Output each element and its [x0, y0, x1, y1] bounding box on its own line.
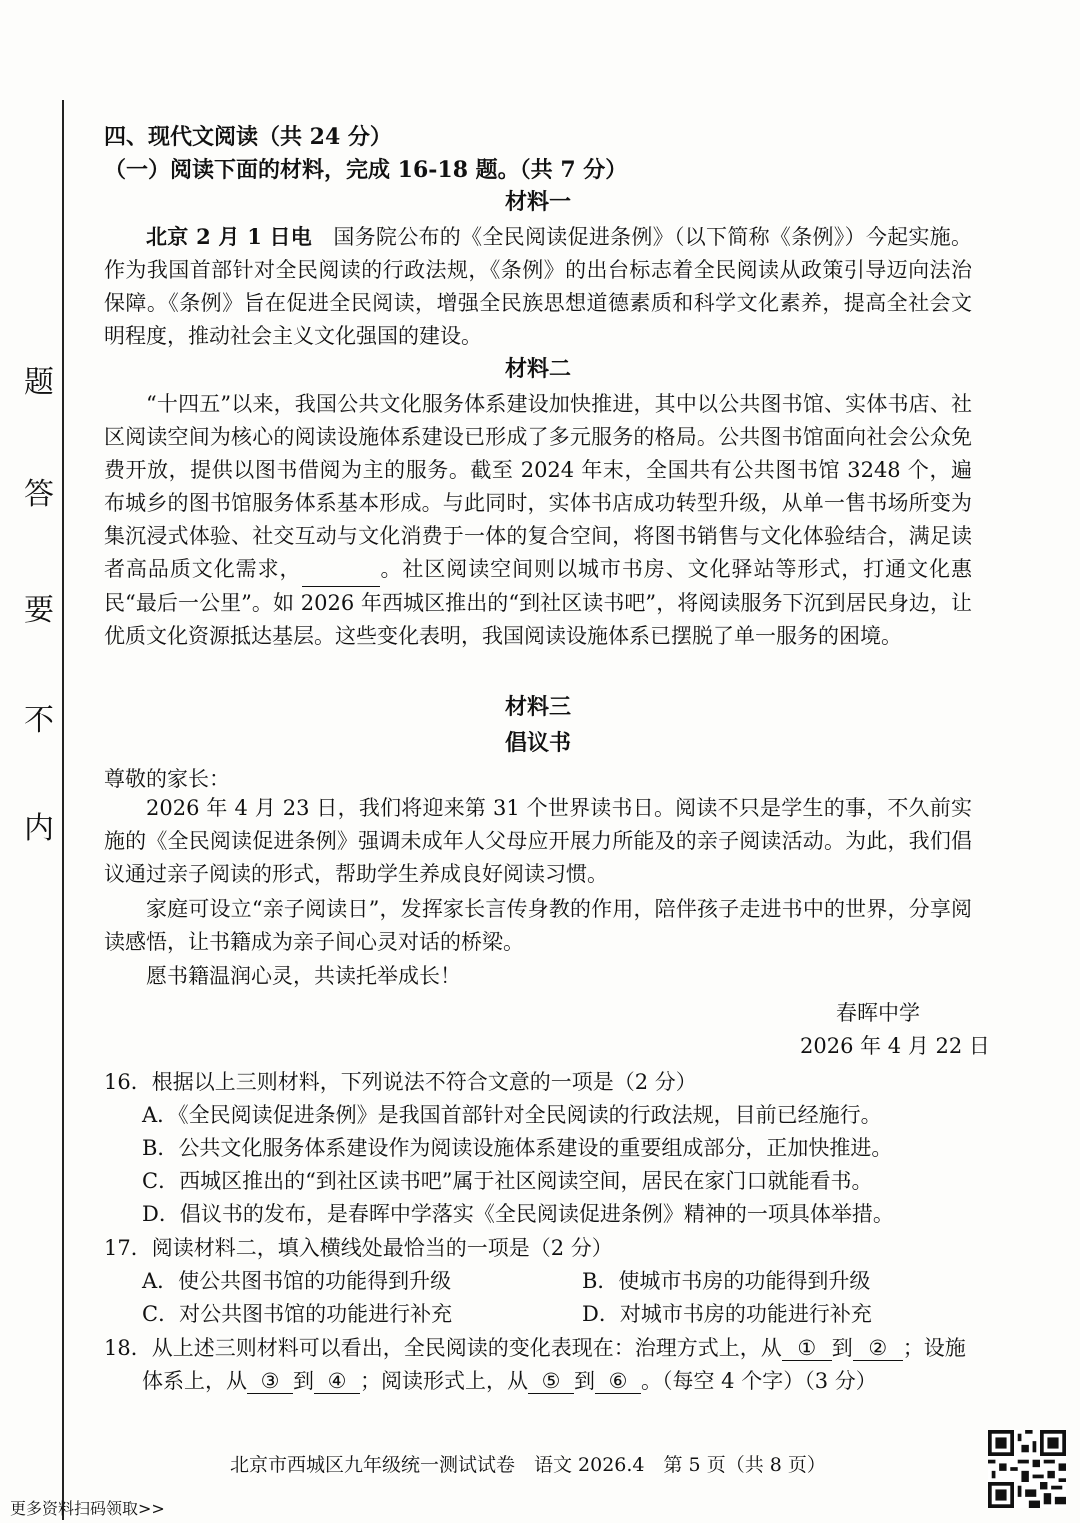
- q18-to-2: 到: [293, 1369, 314, 1393]
- q16-option-b: B．公共文化服务体系建设作为阅读设施体系建设的重要组成部分，正加快推进。: [142, 1136, 893, 1160]
- margin-char-4: 不: [24, 703, 54, 738]
- q18-text-5: 。（每空 4 个字）（3 分）: [641, 1369, 877, 1393]
- material1-paragraph: [104, 220, 972, 353]
- q18-line-2: [104, 1365, 877, 1395]
- salutation: 尊敬的家长：: [104, 767, 230, 791]
- margin-char-2: 答: [24, 477, 54, 512]
- section-title: 四、现代文阅读（共 24 分）: [104, 124, 392, 150]
- material2-paragraph: [104, 388, 972, 653]
- q16-stem: 16．根据以上三则材料，下列说法不符合文意的一项是（2 分）: [104, 1070, 697, 1094]
- fill-blank-line: [302, 553, 380, 587]
- material2-text-b: 。社区阅读空间则以城市书房、文化驿站等形式，打通文化惠民“最后一公里”。如 2026 年西城区推出的“到社区读书吧”，将阅读服务下沉到居民身边，让优质文化资源抵达基层。这些变化表明，我国阅读设施体系已摆脱了单一服务的困境。: [104, 557, 972, 648]
- q18-line-1: [104, 1332, 966, 1362]
- q18-blank-1: ①: [782, 1336, 832, 1361]
- signer: 春晖中学: [836, 1001, 920, 1025]
- bottom-note[interactable]: 更多资料扫码领取>>: [10, 1499, 165, 1518]
- proposal-date: 2026 年 4 月 22 日: [800, 1034, 990, 1058]
- q17-option-c: C．对公共图书馆的功能进行补充: [142, 1302, 453, 1326]
- q18-blank-2: ②: [853, 1336, 903, 1361]
- q17-stem: 17．阅读材料二，填入横线处最恰当的一项是（2 分）: [104, 1236, 613, 1260]
- q18-text-2: ；设施: [902, 1336, 966, 1360]
- margin-char-3: 要: [24, 593, 54, 628]
- q16-option-a: A．《全民阅读促进条例》是我国首部针对全民阅读的行政法规，目前已经施行。: [142, 1103, 882, 1127]
- qr-code-icon[interactable]: [988, 1430, 1066, 1508]
- proposal-paragraph-1: 2026 年 4 月 23 日，我们将迎来第 31 个世界读书日。阅读不只是学生的事，不久前实施的《全民阅读促进条例》强调未成年人父母应开展力所能及的亲子阅读活动。为此，我们倡议通过亲子阅读的形式，帮助学生养成良好阅读习惯。: [104, 796, 972, 886]
- q18-text-1: 18．从上述三则材料可以看出，全民阅读的变化表现在：治理方式上，从: [104, 1336, 782, 1360]
- q18-to-1: 到: [831, 1336, 853, 1360]
- q18-blank-5: ⑤: [528, 1369, 574, 1394]
- proposal-paragraph-3: 愿书籍温润心灵，共读托举成长！: [146, 964, 461, 988]
- q18-to-3: 到: [574, 1369, 595, 1393]
- q17-option-d: D．对城市书房的功能进行补充: [582, 1302, 872, 1326]
- q18-blank-6: ⑥: [595, 1369, 641, 1394]
- page-footer: 北京市西城区九年级统一测试试卷 语文 2026.4 第 5 页（共 8 页）: [230, 1454, 826, 1476]
- q16-option-c: C．西城区推出的“到社区读书吧”属于社区阅读空间，居民在家门口就能看书。: [142, 1169, 873, 1193]
- material1-text: 国务院公布的《全民阅读促进条例》（以下简称《条例》）今起实施。作为我国首部针对全民阅读的行政法规，《条例》的出台标志着全民阅读从政策引导迈向法治保障。《条例》旨在促进全民阅读，增强全民族思想道德素质和科学文化素养，提高全社会文明程度，推动社会主义文化强国的建设。: [104, 225, 973, 348]
- material2-heading: 材料二: [504, 356, 571, 382]
- q18-blank-3: ③: [247, 1369, 293, 1394]
- margin-char-5: 内: [24, 811, 54, 846]
- binding-line: [62, 100, 64, 1520]
- q18-text-4: ；阅读形式上，从: [360, 1369, 528, 1393]
- q16-option-d: D．倡议书的发布，是春晖中学落实《全民阅读促进条例》精神的一项具体举措。: [142, 1202, 894, 1226]
- q18-blank-4: ④: [314, 1369, 360, 1394]
- proposal-title: 倡议书: [504, 730, 571, 756]
- proposal-paragraph-2: 家庭可设立“亲子阅读日”，发挥家长言传身教的作用，陪伴孩子走进书中的世界，分享阅读感悟，让书籍成为亲子间心灵对话的桥梁。: [104, 897, 972, 954]
- subsection-title: （一）阅读下面的材料，完成 16-18 题。（共 7 分）: [104, 157, 628, 183]
- q18-text-3: 体系上，从: [142, 1369, 247, 1393]
- material1-dateline: 北京 2 月 1 日电: [146, 224, 313, 249]
- margin-char-1: 题: [24, 365, 54, 400]
- q17-option-a: A．使公共图书馆的功能得到升级: [142, 1269, 452, 1293]
- q17-option-b: B．使城市书房的功能得到升级: [582, 1269, 871, 1293]
- material1-heading: 材料一: [504, 189, 571, 215]
- material3-heading: 材料三: [504, 694, 571, 720]
- material2-text-a: “十四五”以来，我国公共文化服务体系建设加快推进，其中以公共图书馆、实体书店、社区阅读空间为核心的阅读设施体系建设已形成了多元服务的格局。公共图书馆面向社会公众免费开放，提供以图书借阅为主的服务。截至 2024 年末，全国共有公共图书馆 3248 个，遍布城乡的图书馆服务体系基本形成。与此同时，实体书店成功转型升级，从单一售书场所变为集沉浸式体验、社交互动与文化消费于一体的复合空间，将图书销售与文化体验结合，满足读者高品质文化需求，: [104, 392, 972, 581]
